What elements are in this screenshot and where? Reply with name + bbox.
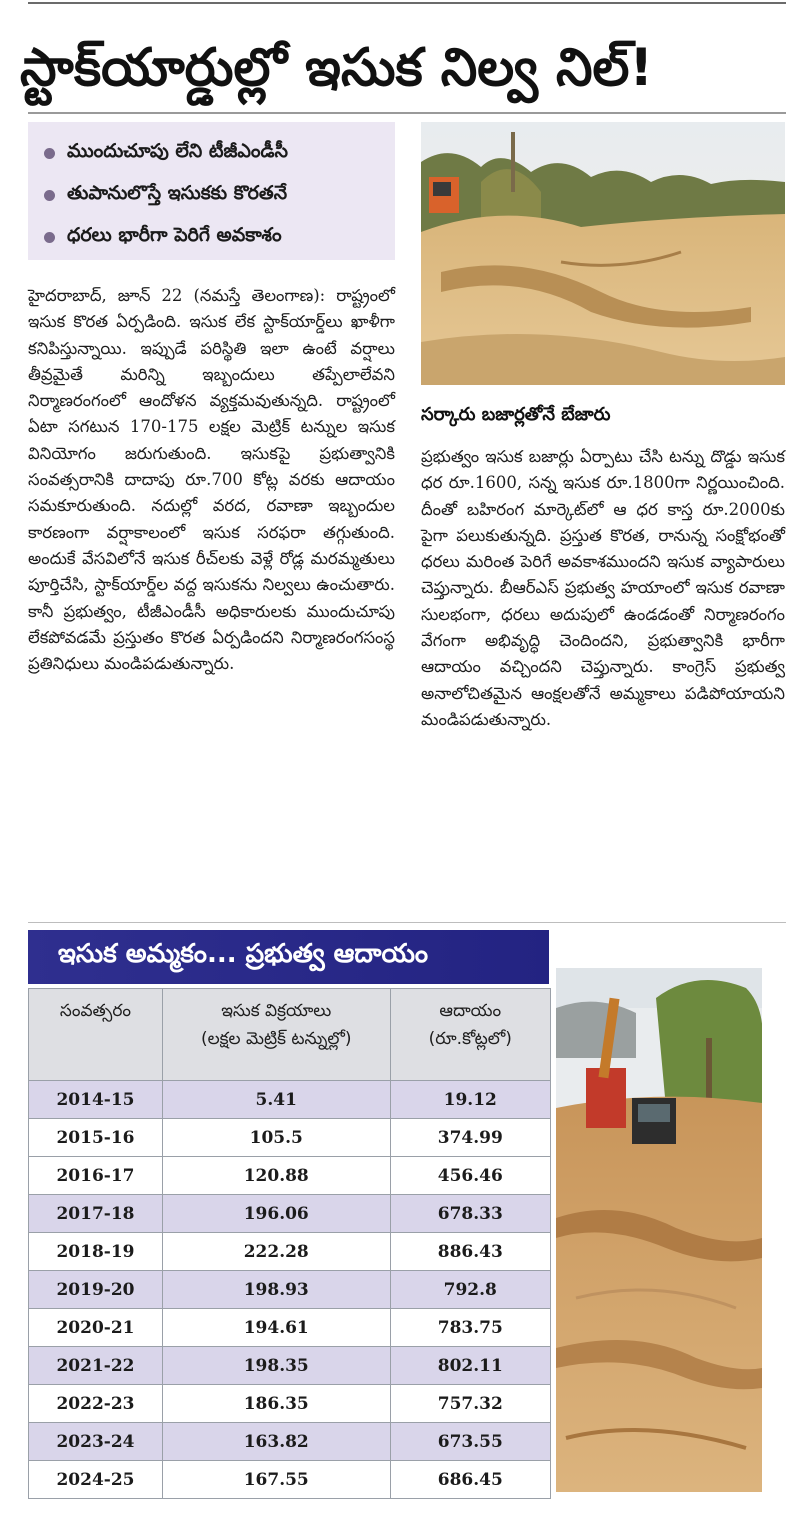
- bullet-dot-icon: [44, 232, 55, 243]
- header-revenue: ఆదాయం (రూ.కోట్లలో): [390, 989, 550, 1081]
- cell-sales: 186.35: [162, 1385, 390, 1423]
- cell-sales: 198.93: [162, 1271, 390, 1309]
- article-left-column: హైదరాబాద్, జూన్ 22 (నమస్తే తెలంగాణ): రాష్ట్రంలో ఇసుక కొరత ఏర్పడింది. ఇసుక లేక స్టాక్‌యార్డ్‌లు ఖాళీగా కనిపిస్తున్నాయి. ఇప్పుడే పరిస్థితి ఇలా ఉంటే వర్షాలు తీవ్రమైతే మరిన్ని ఇబ్బందులు తప్పేలాలేవని నిర్మాణరంగంలో ఆందోళన వ్యక్తమవుతున్నది. రాష్ట్రంలో ఏటా సగటున 170-175 లక్షల మెట్రిక్ టన్నుల ఇసుక వినియోగం జరుగుతుంది. ఇసుకపై ప్రభుత్వానికి సంవత్సరానికి దాదాపు రూ.700 కోట్ల వరకు ఆదాయం సమకూరుతుంది. నదుల్లో వరద, రవాణా ఇబ్బందుల కారణంగా వర్షాకాలంలో ఇసుక సరఫరా తగ్గుతుంది. అందుకే వేసవిలోనే ఇసుక రీచ్‌లకు వెళ్లే రోడ్ల మరమ్మతులు పూర్తిచేసి, స్టాక్‌యార్డ్‌ల వద్ద ఇసుకను నిల్వలు ఉంచుతారు. కానీ ప్రభుత్వం, టీజీఎండీసీ అధికారులకు ముందుచూపు లేకపోవడమే ప్రస్తుతం కొరత ఏర్పడిందని నిర్మాణరంగసంస్థ ప్రతినిధులు మండిపడుతున్నారు.: [28, 286, 395, 674]
- highlights-box: [28, 122, 395, 260]
- table-row: [29, 1385, 551, 1423]
- table-row: [29, 1195, 551, 1233]
- bullet-dot-icon: [44, 148, 55, 159]
- cell-revenue: 792.8: [390, 1271, 550, 1309]
- header-sales: ఇసుక విక్రయాలు (లక్షల మెట్రిక్ టన్నుల్లో): [162, 989, 390, 1081]
- section-rule: [28, 922, 786, 923]
- cell-year: 2016-17: [29, 1157, 163, 1195]
- cell-sales: 163.82: [162, 1423, 390, 1461]
- cell-revenue: 19.12: [390, 1081, 550, 1119]
- cell-sales: 194.61: [162, 1309, 390, 1347]
- table-row: [29, 1309, 551, 1347]
- table-row: [29, 1081, 551, 1119]
- cell-year: 2020-21: [29, 1309, 163, 1347]
- cell-sales: 120.88: [162, 1157, 390, 1195]
- cell-year: 2022-23: [29, 1385, 163, 1423]
- cell-revenue: 456.46: [390, 1157, 550, 1195]
- cell-year: 2021-22: [29, 1347, 163, 1385]
- cell-sales: 167.55: [162, 1461, 390, 1499]
- table-row: [29, 1271, 551, 1309]
- table-title-bar: [28, 930, 549, 984]
- table-row: [29, 1423, 551, 1461]
- article-right-column: ప్రభుత్వం ఇసుక బజార్లు ఏర్పాటు చేసి టన్ను దొడ్డు ఇసుక ధర రూ.1600, సన్న ఇసుక రూ.1800గా నిర్ణయించింది. దీంతో బహిరంగ మార్కెట్‌లో ఆ ధర కాస్త రూ.2000కు పైగా పలుకుతున్నది. ప్రస్తుత కొరత, రానున్న సంక్షోభంతో ధరలు మరింత పెరిగే అవకాశముందని ఇసుక వ్యాపారులు చెప్తున్నారు. బీఆర్ఎస్ ప్రభుత్వ హయాంలో ఇసుక రవాణా సులభంగా, ధరలు అదుపులో ఉండడంతో నిర్మాణరంగం వేగంగా అభివృద్ధి చెందిందని, ప్రభుత్వానికి భారీగా ఆదాయం వచ్చిందని చెప్తున్నారు. కాంగ్రెస్ ప్రభుత్వ అనాలోచితమైన ఆంక్షలతోనే అమ్మకాలు పడిపోయాయని మండిపడుతున్నారు.: [421, 447, 785, 729]
- cell-sales: 105.5: [162, 1119, 390, 1157]
- photo-caption: సర్కారు బజార్లతోనే బేజారు: [421, 404, 611, 425]
- cell-year: 2014-15: [29, 1081, 163, 1119]
- headline-rule: [28, 112, 786, 114]
- excavator-illustration: [556, 968, 762, 1492]
- cell-revenue: 886.43: [390, 1233, 550, 1271]
- highlight-text: ధరలు భారీగా పెరిగే అవకాశం: [67, 223, 282, 246]
- cell-revenue: 678.33: [390, 1195, 550, 1233]
- highlight-item: [44, 216, 387, 258]
- cell-revenue: 757.32: [390, 1385, 550, 1423]
- excavator-sand-photo: [556, 968, 762, 1492]
- highlight-text: తుపానులొస్తే ఇసుకకు కొరతనే: [67, 181, 288, 204]
- cell-revenue: 686.45: [390, 1461, 550, 1499]
- table-header-row: [29, 989, 551, 1081]
- cell-sales: 5.41: [162, 1081, 390, 1119]
- highlight-item: [44, 174, 387, 216]
- bullet-dot-icon: [44, 190, 55, 201]
- cell-year: 2015-16: [29, 1119, 163, 1157]
- table-title: ఇసుక అమ్మకం... ప్రభుత్వ ఆదాయం: [58, 939, 429, 969]
- cell-sales: 222.28: [162, 1233, 390, 1271]
- cell-revenue: 802.11: [390, 1347, 550, 1385]
- table-row: [29, 1157, 551, 1195]
- cell-sales: 196.06: [162, 1195, 390, 1233]
- table-row: [29, 1119, 551, 1157]
- sand-sales-table: [28, 988, 551, 1499]
- table-row: [29, 1233, 551, 1271]
- header-year: సంవత్సరం: [29, 989, 163, 1081]
- top-rule: [28, 2, 786, 4]
- highlight-text: ముందుచూపు లేని టీజీఎండీసీ: [67, 139, 288, 162]
- cell-revenue: 673.55: [390, 1423, 550, 1461]
- highlight-item: [44, 132, 387, 174]
- table-row: [29, 1461, 551, 1499]
- cell-year: 2017-18: [29, 1195, 163, 1233]
- cell-revenue: 783.75: [390, 1309, 550, 1347]
- cell-year: 2019-20: [29, 1271, 163, 1309]
- cell-sales: 198.35: [162, 1347, 390, 1385]
- cell-revenue: 374.99: [390, 1119, 550, 1157]
- headline: స్టాక్‌యార్డుల్లో ఇసుక నిల్వ నిల్!: [20, 38, 654, 98]
- cell-year: 2023-24: [29, 1423, 163, 1461]
- stockyard-illustration: [421, 122, 785, 385]
- cell-year: 2018-19: [29, 1233, 163, 1271]
- cell-year: 2024-25: [29, 1461, 163, 1499]
- table-row: [29, 1347, 551, 1385]
- sand-stockyard-photo: [421, 122, 785, 385]
